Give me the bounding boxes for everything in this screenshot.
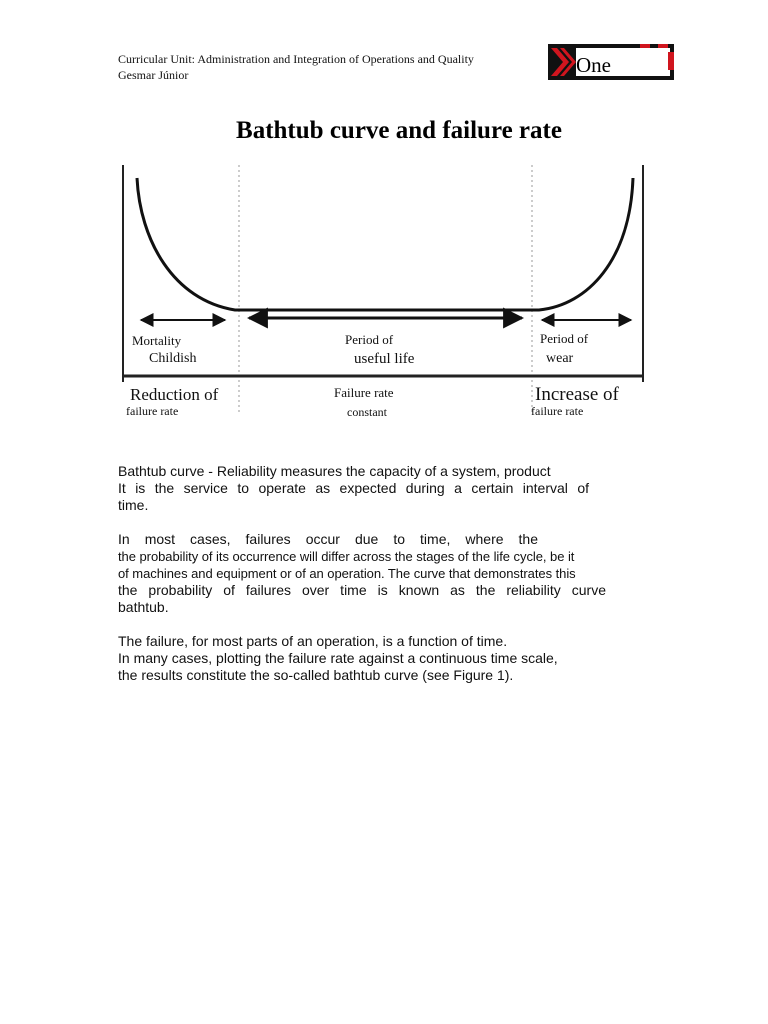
text-line: bathtub. [118, 599, 169, 615]
right-effect-line1: Increase of [535, 384, 619, 405]
left-effect-line2: failure rate [126, 404, 179, 418]
document-header [118, 51, 548, 83]
text-line: It is the service to operate as expected during a certain interval of [118, 480, 589, 496]
middle-effect-line1: Failure rate [334, 385, 394, 400]
middle-phase-line1: Period of [345, 332, 394, 347]
middle-phase-line2: useful life [354, 351, 415, 367]
right-phase-line1: Period of [540, 331, 589, 346]
paragraph-failures-time [118, 531, 638, 616]
bathtub-figure [118, 160, 650, 422]
paragraph-reliability [118, 463, 638, 514]
bathtub-curve [137, 178, 633, 310]
text-line: Bathtub curve - Reliability measures the capacity of a system, product [118, 463, 551, 479]
bathtub-diagram [118, 160, 650, 422]
course-line: Curricular Unit: Administration and Integration of Operations and Quality [118, 52, 474, 66]
text-line: the probability of failures over time is known as the reliability curve [118, 582, 606, 598]
text-line: The failure, for most parts of an operation, is a function of time. [118, 633, 508, 649]
body-text [118, 463, 638, 701]
right-phase-line2: wear [546, 351, 574, 366]
text-line: the results constitute the so-called bathtub curve (see Figure 1). [118, 667, 514, 683]
text-line: of machines and equipment or of an operation. The curve that demonstrates this [118, 566, 576, 581]
text-line: In many cases, plotting the failure rate against a continuous time scale, [118, 650, 558, 666]
logo-text: One [576, 53, 611, 77]
text-line: In most cases, failures occur due to time, where the [118, 531, 538, 547]
text-line: time. [118, 497, 149, 513]
middle-effect-line2: constant [347, 405, 387, 419]
left-phase-line2: Childish [149, 351, 197, 366]
text-line: the probability of its occurrence will differ across the stages of the life cycle, be it [118, 549, 575, 564]
page-title: Bathtub curve and failure rate [236, 117, 562, 144]
paragraph-function-of-time [118, 633, 638, 684]
left-effect-line1: Reduction of [130, 385, 219, 404]
right-effect-line2: failure rate [531, 404, 584, 418]
author-name: Gesmar Júnior [118, 68, 189, 82]
left-phase-line1: Mortality [132, 333, 182, 348]
